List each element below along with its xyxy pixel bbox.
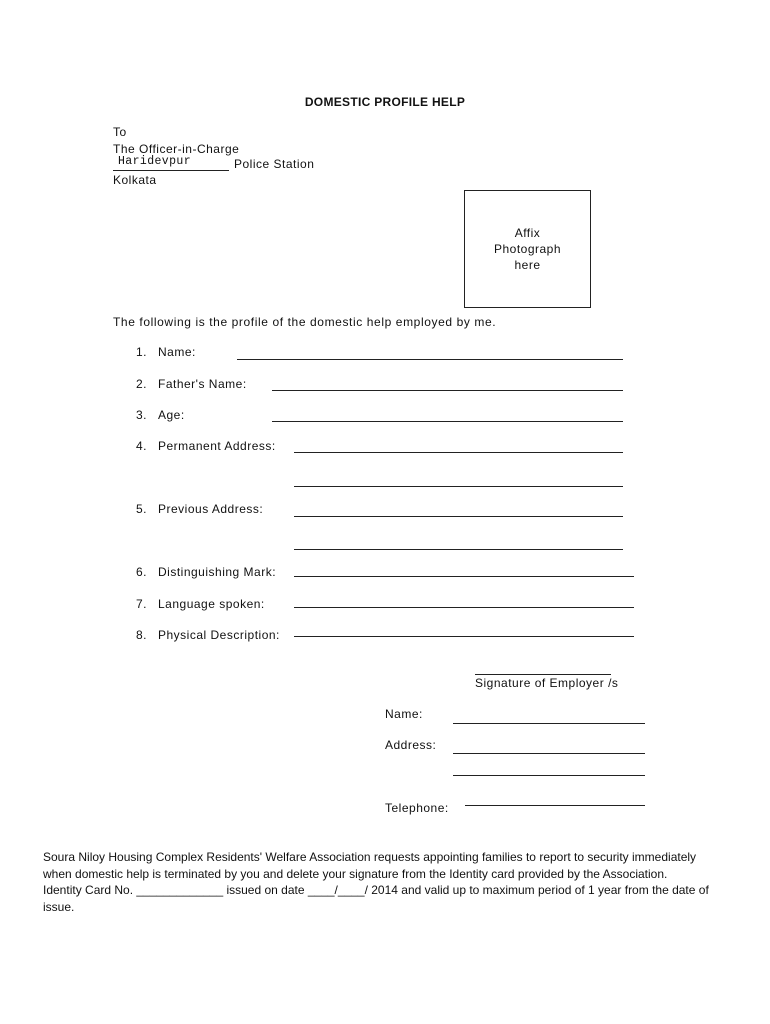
- age-input-line[interactable]: [272, 421, 623, 422]
- station-suffix: Police Station: [234, 157, 315, 171]
- field-label: Distinguishing Mark:: [158, 565, 277, 579]
- field-distinguishing-mark: [136, 565, 276, 579]
- previous-address-input-line-1[interactable]: [294, 516, 623, 517]
- name-input-line[interactable]: [237, 359, 623, 360]
- field-age: [136, 408, 185, 422]
- station-name-value[interactable]: Haridevpur: [118, 155, 192, 168]
- field-number: 7.: [136, 597, 148, 611]
- form-title: DOMESTIC PROFILE HELP: [304, 95, 466, 109]
- field-number: 3.: [136, 408, 148, 422]
- physical-description-input-line[interactable]: [294, 636, 634, 637]
- addressee-city: Kolkata: [113, 173, 157, 187]
- field-number: 8.: [136, 628, 148, 642]
- employer-telephone-input-line[interactable]: [465, 805, 645, 806]
- intro-text: The following is the profile of the domestic help employed by me.: [113, 315, 497, 329]
- language-spoken-input-line[interactable]: [294, 607, 634, 608]
- field-label: Language spoken:: [158, 597, 265, 611]
- photo-box-line2: Photograph: [493, 242, 562, 256]
- photo-box-line1: Affix: [514, 226, 541, 240]
- employer-name-label: Name:: [385, 707, 423, 721]
- employer-address-input-line-2[interactable]: [453, 775, 645, 776]
- field-number: 4.: [136, 439, 148, 453]
- photo-box[interactable]: [464, 190, 591, 308]
- footer-notice-text: Soura Niloy Housing Complex Residents' Welfare Association requests appointing families to report to security immediately when domestic help is terminated by you and delete your signature from the Identity card provided by the Association.: [43, 850, 697, 881]
- field-label: Age:: [158, 408, 185, 422]
- footer-notice: [43, 849, 723, 915]
- field-physical-description: [136, 628, 280, 642]
- field-permanent-address: [136, 439, 276, 453]
- employer-address-label: Address:: [385, 738, 437, 752]
- field-label: Permanent Address:: [158, 439, 276, 453]
- employer-telephone-label: Telephone:: [385, 801, 449, 815]
- previous-address-input-line-2[interactable]: [294, 549, 623, 550]
- photo-box-line3: here: [514, 258, 541, 272]
- signature-line[interactable]: [475, 674, 611, 675]
- field-label: Name:: [158, 345, 196, 359]
- field-fathers-name: [136, 377, 247, 391]
- field-previous-address: [136, 502, 263, 516]
- addressee-to: To: [113, 125, 127, 139]
- identity-card-line: Identity Card No. _____________ issued on date ____/____/ 2014 and valid up to maximum period of 1 year from the date of issue.: [43, 883, 709, 914]
- field-number: 6.: [136, 565, 148, 579]
- field-label: Father's Name:: [158, 377, 247, 391]
- permanent-address-input-line-2[interactable]: [294, 486, 623, 487]
- field-language-spoken: [136, 597, 265, 611]
- field-name: [136, 345, 196, 359]
- signature-label: Signature of Employer /s: [475, 676, 619, 690]
- field-number: 2.: [136, 377, 148, 391]
- fathers-name-input-line[interactable]: [272, 390, 623, 391]
- station-name-line: [113, 170, 229, 171]
- distinguishing-mark-input-line[interactable]: [294, 576, 634, 577]
- field-label: Previous Address:: [158, 502, 264, 516]
- employer-name-input-line[interactable]: [453, 723, 645, 724]
- permanent-address-input-line-1[interactable]: [294, 452, 623, 453]
- field-label: Physical Description:: [158, 628, 280, 642]
- addressee-officer: The Officer-in-Charge: [113, 142, 240, 156]
- field-number: 5.: [136, 502, 148, 516]
- employer-address-input-line-1[interactable]: [453, 753, 645, 754]
- field-number: 1.: [136, 345, 148, 359]
